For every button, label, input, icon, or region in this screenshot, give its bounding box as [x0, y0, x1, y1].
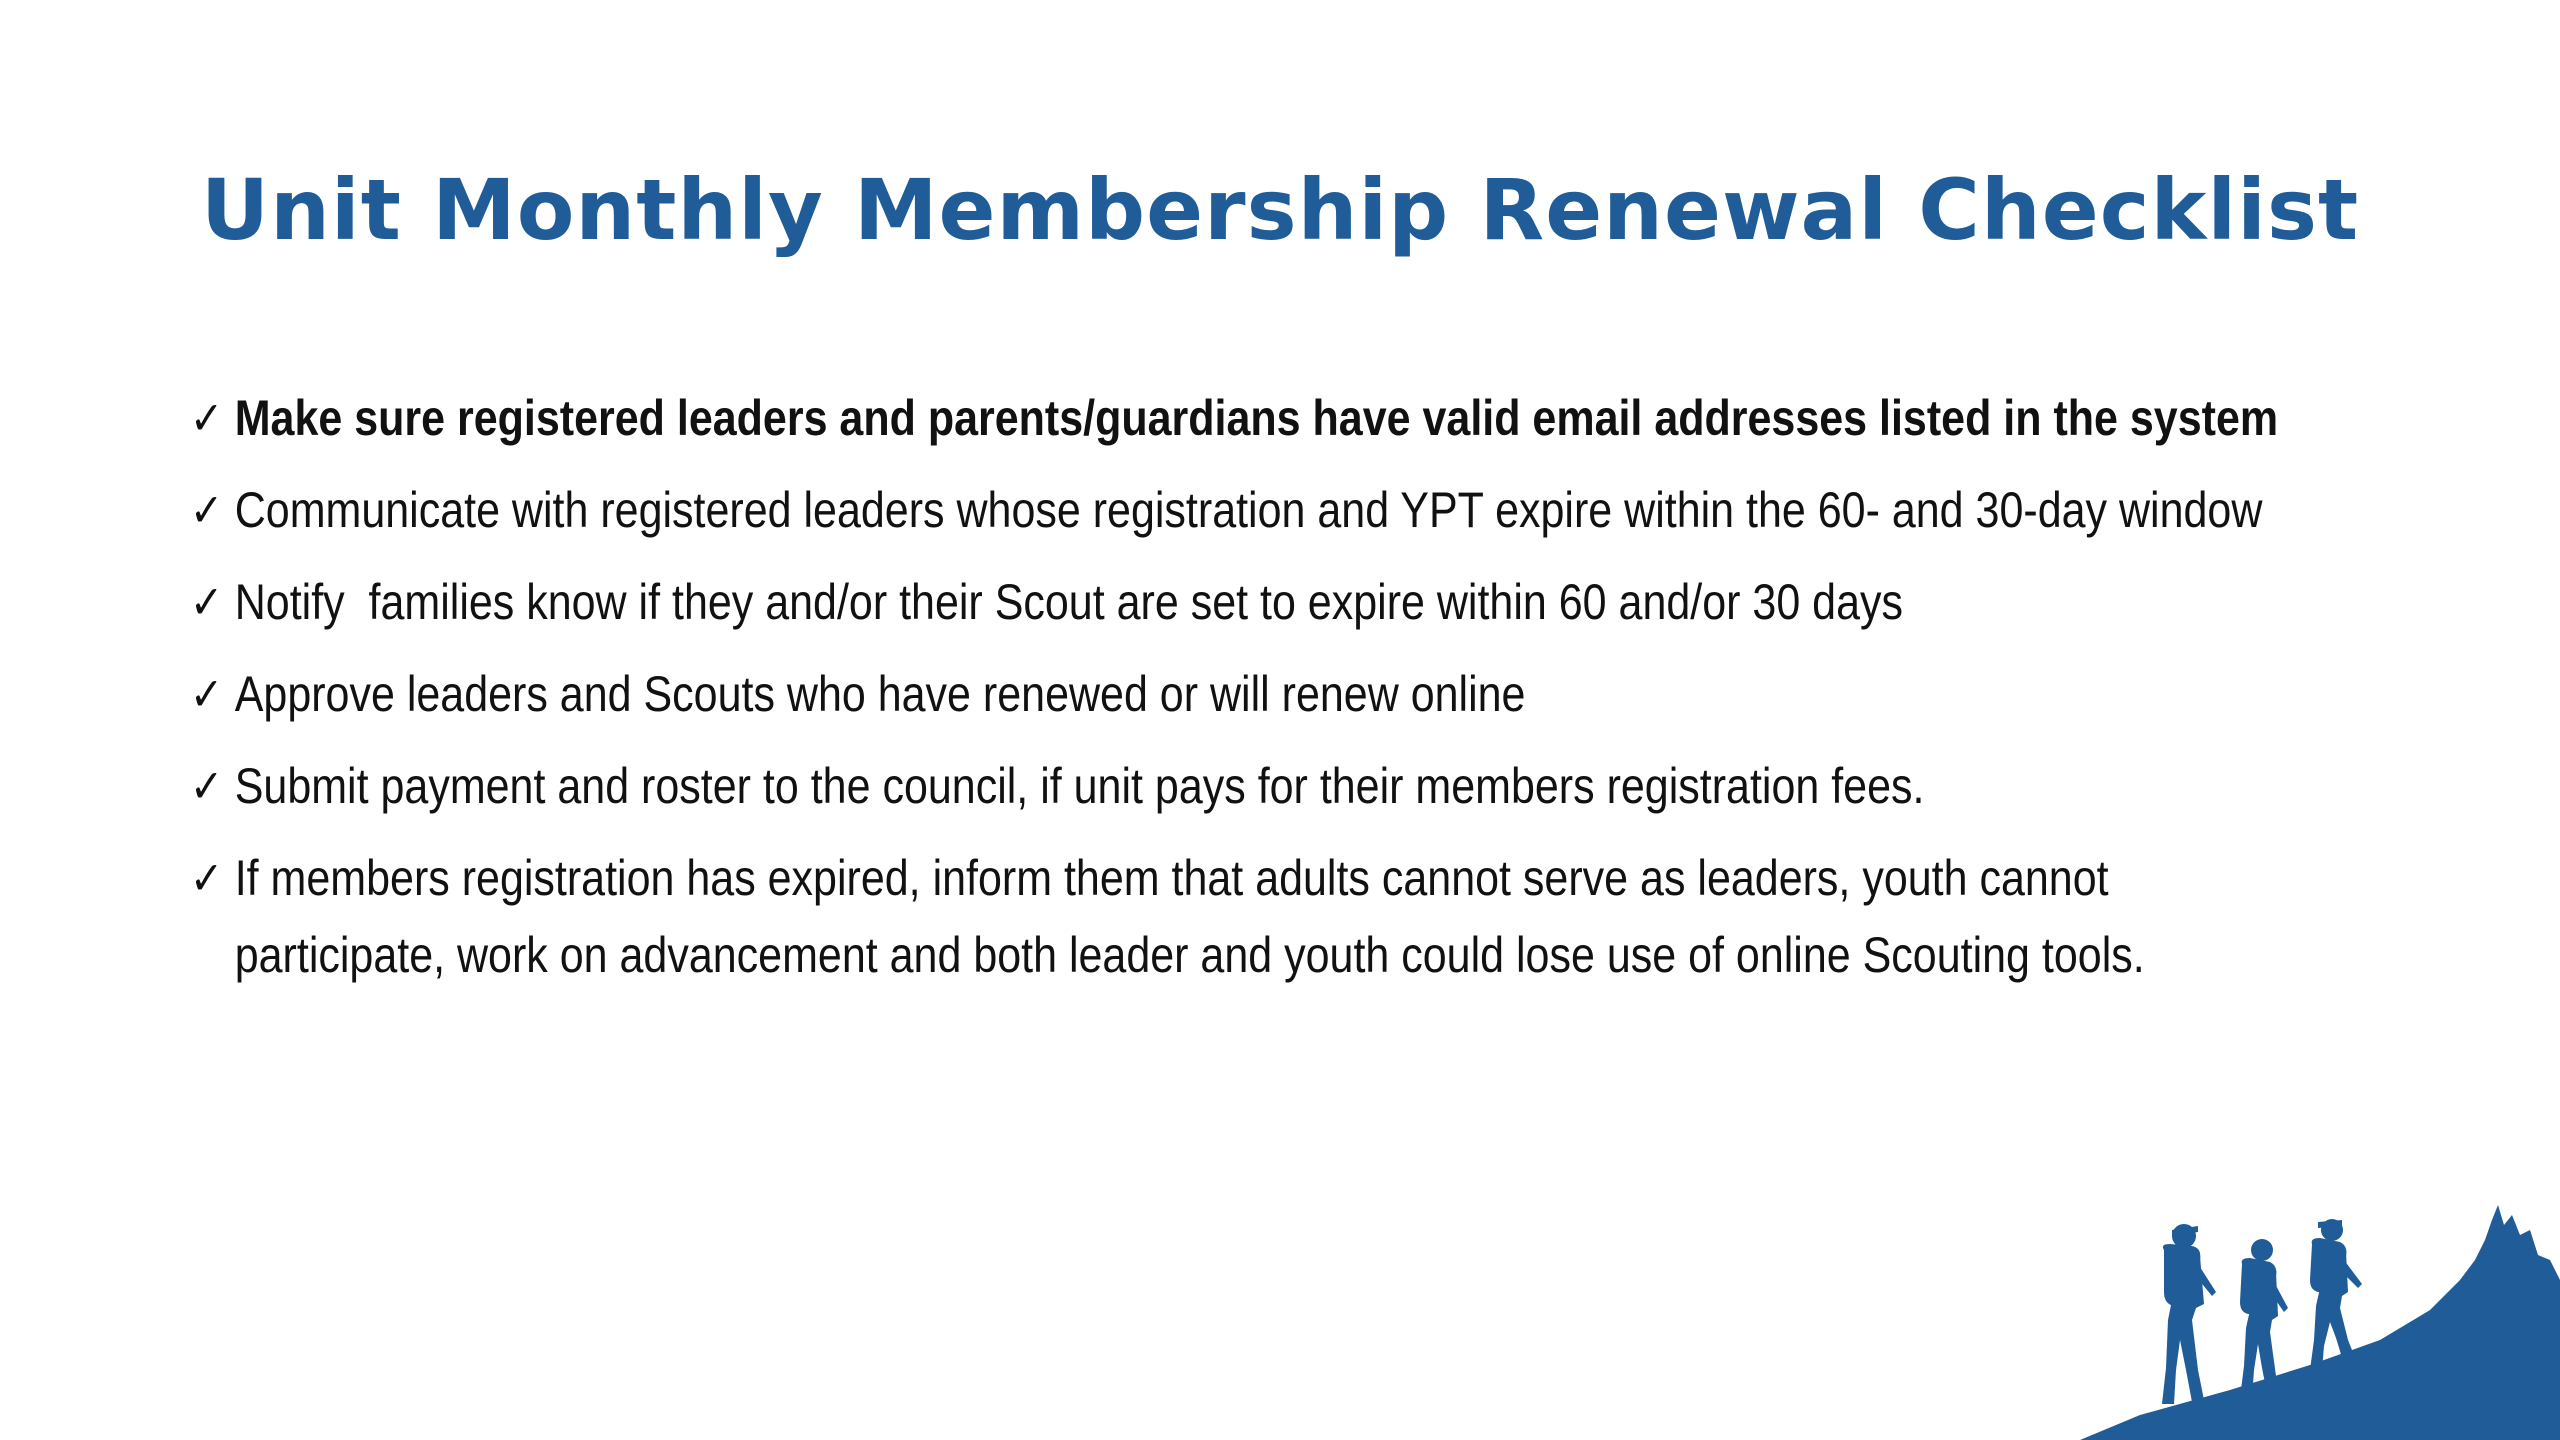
- checkmark-icon: ✓: [190, 575, 224, 629]
- checkmark-icon: ✓: [190, 759, 224, 813]
- checkmark-icon: ✓: [190, 391, 224, 445]
- checklist-item-text: Notify families know if they and/or their Scout are set to expire within 60 and/or 30 days: [234, 574, 1904, 630]
- checkmark-icon: ✓: [190, 851, 224, 905]
- checklist-item: [190, 564, 2288, 641]
- checklist: [190, 380, 2290, 1009]
- checklist-item: [190, 380, 2288, 457]
- slide-title: Unit Monthly Membership Renewal Checklist: [200, 161, 2360, 259]
- checklist-item: [190, 840, 2288, 994]
- checklist-item: [190, 472, 2288, 549]
- checkmark-icon: ✓: [190, 667, 224, 721]
- checklist-item-text: If members registration has expired, inform them that adults cannot serve as leaders, youth cannot participate, work on advancement and both leader and youth could lose use of online Scouting tools.: [234, 850, 2145, 983]
- checklist-item-text: Approve leaders and Scouts who have renewed or will renew online: [234, 666, 1526, 722]
- hikers-silhouette-icon: [2080, 1200, 2560, 1440]
- checklist-item-text: Communicate with registered leaders whose registration and YPT expire within the 60- and 30-day window: [234, 482, 2263, 538]
- checklist-item: [190, 748, 2288, 825]
- checklist-item-text: Submit payment and roster to the council, if unit pays for their members registration fees.: [234, 758, 1925, 814]
- checkmark-icon: ✓: [190, 483, 224, 537]
- checklist-item: [190, 656, 2288, 733]
- checklist-item-text: Make sure registered leaders and parents/guardians have valid email addresses listed in the system: [234, 390, 2279, 446]
